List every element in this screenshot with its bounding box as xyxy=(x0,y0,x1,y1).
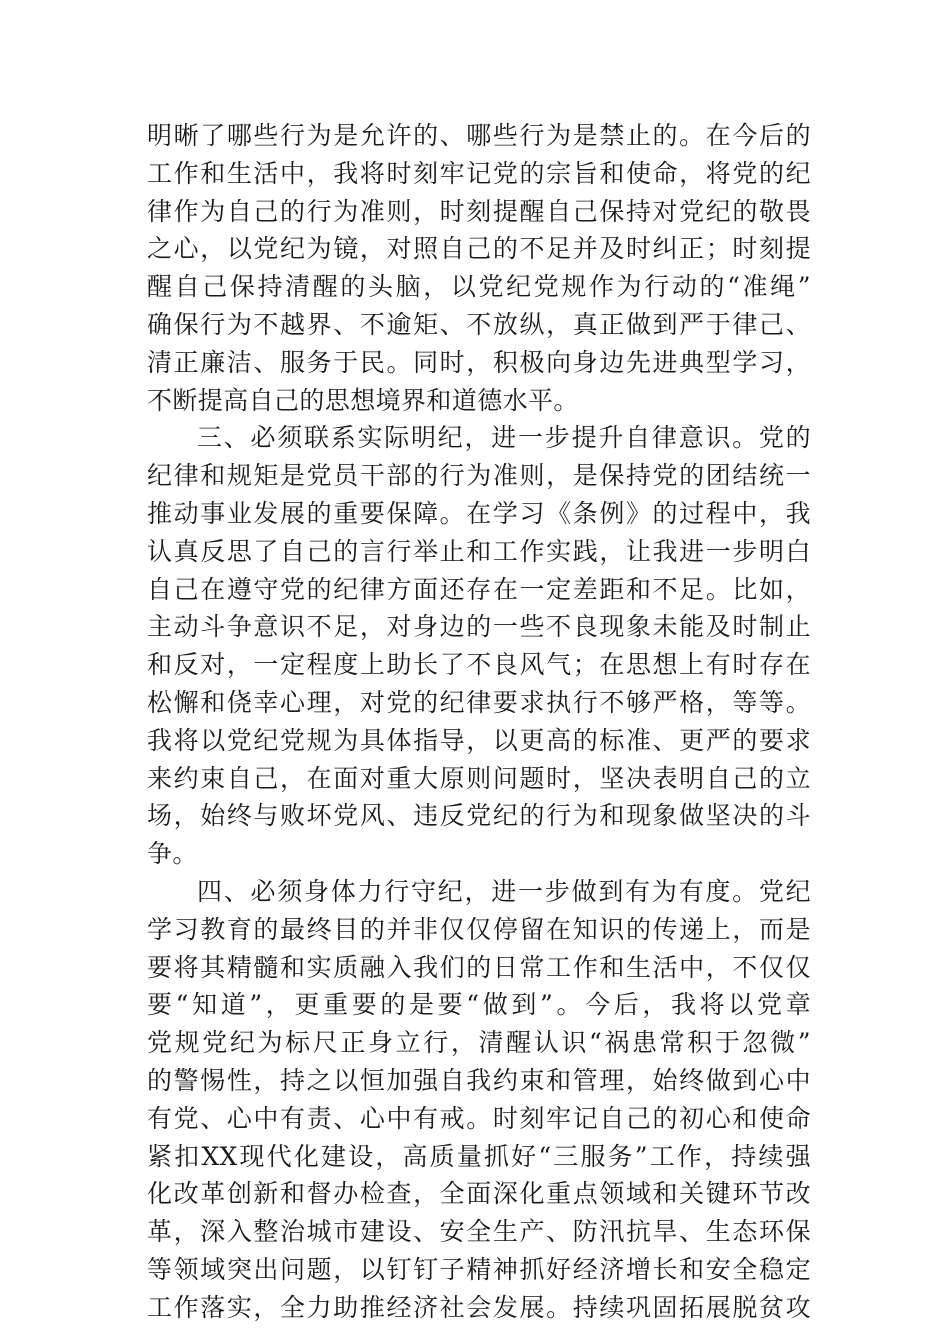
text-line: 明晰了哪些行为是允许的、哪些行为是禁止的。在今后的 xyxy=(147,121,811,150)
text-line: 争。 xyxy=(147,839,198,869)
text-line: 等领域突出问题，以钉钉子精神抓好经济增长和安全稳定 xyxy=(147,1254,811,1284)
text-line: 主动斗争意识不足，对身边的一些不良现象未能及时制止 xyxy=(147,612,811,642)
text-line: 不断提高自己的思想境界和道德水平。 xyxy=(147,385,579,415)
text-line: 革，深入整治城市建设、安全生产、防汛抗旱、生态环保 xyxy=(147,1217,811,1247)
text-line: 认真反思了自己的言行举止和工作实践，让我进一步明白 xyxy=(147,536,811,566)
text-line: 党规党纪为标尺正身立行，清醒认识“祸患常积于忽微” xyxy=(147,1028,811,1058)
text-line: 律作为自己的行为准则，时刻提醒自己保持对党纪的敬畏 xyxy=(147,196,811,226)
text-line: 纪律和规矩是党员干部的行为准则，是保持党的团结统一 xyxy=(147,461,811,491)
text-line: 推动事业发展的重要保障。在学习《条例》的过程中，我 xyxy=(147,498,811,528)
text-line: 松懈和侥幸心理，对党的纪律要求执行不够严格，等等。 xyxy=(147,687,811,717)
text-line: 工作和生活中，我将时刻牢记党的宗旨和使命，将党的纪 xyxy=(147,158,811,188)
document-body xyxy=(147,117,811,1327)
text-line: 要将其精髓和实质融入我们的日常工作和生活中，不仅仅 xyxy=(147,952,811,982)
text-line: 清正廉洁、服务于民。同时，积极向身边先进典型学习， xyxy=(147,347,811,377)
text-line: 醒自己保持清醒的头脑，以党纪党规作为行动的“准绳” xyxy=(147,272,811,302)
text-line: 自己在遵守党的纪律方面还存在一定差距和不足。比如， xyxy=(147,574,811,604)
text-line: 要“知道”，更重要的是要“做到”。今后，我将以党章 xyxy=(147,990,811,1020)
text-line: 确保行为不越界、不逾矩、不放纵，真正做到严于律己、 xyxy=(147,309,811,339)
text-line: 我将以党纪党规为具体指导，以更高的标准、更严的要求 xyxy=(147,725,811,755)
text-line: 学习教育的最终目的并非仅仅停留在知识的传递上，而是 xyxy=(147,914,811,944)
text-line: 紧扣XX现代化建设，高质量抓好“三服务”工作，持续强 xyxy=(147,1141,811,1171)
text-line: 有党、心中有责、心中有戒。时刻牢记自己的初心和使命 xyxy=(147,1103,811,1133)
paragraph-3 xyxy=(147,873,811,1327)
text-line: 场，始终与败坏党风、违反党纪的行为和现象做坚决的斗 xyxy=(147,801,811,831)
text-line: 工作落实，全力助推经济社会发展。持续巩固拓展脱贫攻 xyxy=(147,1292,811,1322)
text-line: 化改革创新和督办检查，全面深化重点领域和关键环节改 xyxy=(147,1179,811,1209)
paragraph-1 xyxy=(147,117,811,419)
text-line: 之心，以党纪为镜，对照自己的不足并及时纠正；时刻提 xyxy=(147,234,811,264)
text-line: 的警惕性，持之以恒加强自我约束和管理，始终做到心中 xyxy=(147,1065,811,1095)
paragraph-2 xyxy=(147,419,811,873)
text-line: 三、必须联系实际明纪，进一步提升自律意识。党的 xyxy=(197,423,811,453)
text-line: 来约束自己，在面对重大原则问题时，坚决表明自己的立 xyxy=(147,763,811,793)
text-line: 四、必须身体力行守纪，进一步做到有为有度。党纪 xyxy=(197,876,811,906)
text-line: 和反对，一定程度上助长了不良风气；在思想上有时存在 xyxy=(147,650,811,680)
